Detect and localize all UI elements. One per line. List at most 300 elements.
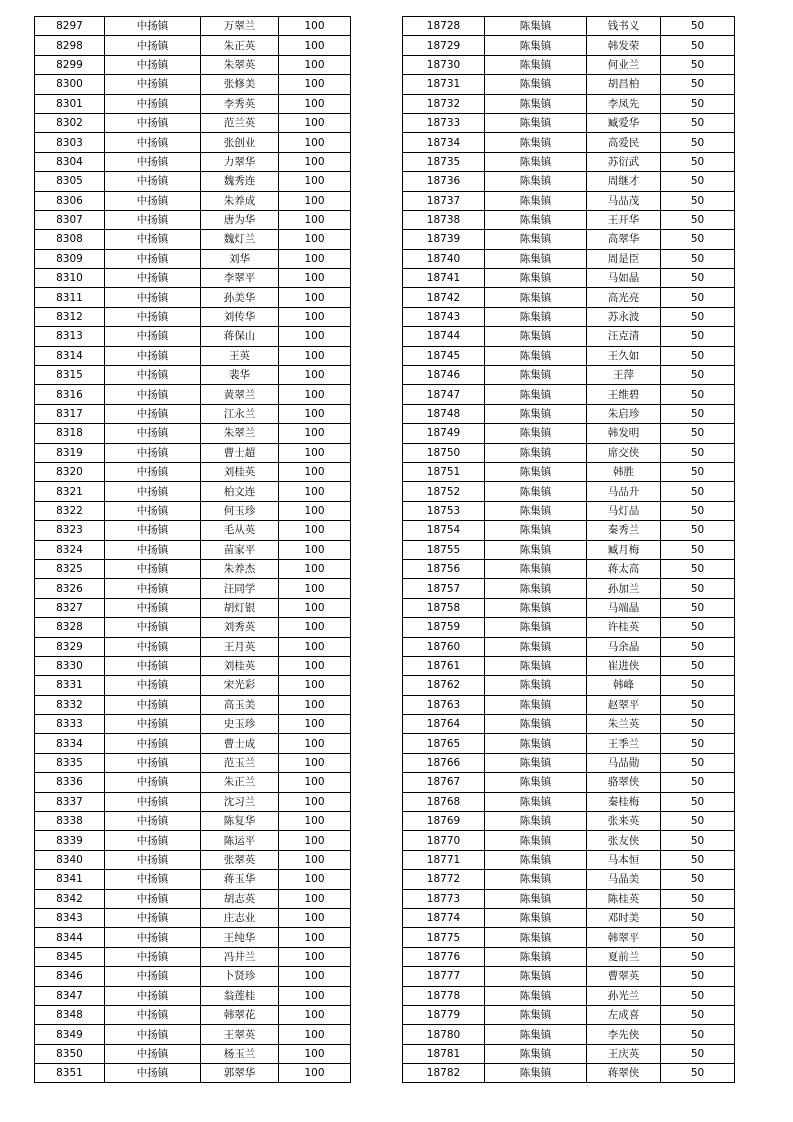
- name-cell: 朱正兰: [201, 773, 279, 792]
- name-cell: 冯井兰: [201, 947, 279, 966]
- table-row: [403, 501, 735, 520]
- amount-cell: 50: [661, 734, 735, 753]
- id-cell: 8335: [35, 753, 105, 772]
- town-cell: 陈集镇: [485, 870, 587, 889]
- table-row: [35, 695, 351, 714]
- table-row: [35, 249, 351, 268]
- name-cell: 钱书义: [587, 17, 661, 36]
- town-cell: 陈集镇: [485, 986, 587, 1005]
- table-row: [403, 695, 735, 714]
- name-cell: 马晶美: [587, 870, 661, 889]
- id-cell: 18749: [403, 424, 485, 443]
- table-row: [35, 424, 351, 443]
- town-cell: 中扬镇: [105, 967, 201, 986]
- name-cell: 蒋玉华: [201, 870, 279, 889]
- table-row: [403, 191, 735, 210]
- town-cell: 陈集镇: [485, 424, 587, 443]
- amount-cell: 100: [279, 695, 351, 714]
- town-cell: 中扬镇: [105, 230, 201, 249]
- table-row: [35, 501, 351, 520]
- name-cell: 蒋太高: [587, 559, 661, 578]
- id-cell: 8342: [35, 889, 105, 908]
- table-row: [35, 191, 351, 210]
- id-cell: 8307: [35, 210, 105, 229]
- name-cell: 杨玉兰: [201, 1044, 279, 1063]
- town-cell: 中扬镇: [105, 443, 201, 462]
- id-cell: 18729: [403, 36, 485, 55]
- table-row: [35, 986, 351, 1005]
- amount-cell: 100: [279, 288, 351, 307]
- id-cell: 18757: [403, 579, 485, 598]
- table-row: [35, 404, 351, 423]
- amount-cell: 50: [661, 482, 735, 501]
- amount-cell: 100: [279, 482, 351, 501]
- table-row: [403, 17, 735, 36]
- amount-cell: 50: [661, 36, 735, 55]
- amount-cell: 100: [279, 152, 351, 171]
- name-cell: 刘桂英: [201, 462, 279, 481]
- name-cell: 许桂英: [587, 618, 661, 637]
- town-cell: 陈集镇: [485, 269, 587, 288]
- table-row: [403, 656, 735, 675]
- amount-cell: 100: [279, 579, 351, 598]
- amount-cell: 100: [279, 559, 351, 578]
- name-cell: 马品升: [587, 482, 661, 501]
- amount-cell: 100: [279, 773, 351, 792]
- town-cell: 中扬镇: [105, 695, 201, 714]
- table-row: [35, 1025, 351, 1044]
- town-cell: 陈集镇: [485, 443, 587, 462]
- id-cell: 8333: [35, 715, 105, 734]
- amount-cell: 100: [279, 501, 351, 520]
- id-cell: 18731: [403, 75, 485, 94]
- table-row: [35, 540, 351, 559]
- amount-cell: 50: [661, 230, 735, 249]
- id-cell: 18740: [403, 249, 485, 268]
- name-cell: 范玉兰: [201, 753, 279, 772]
- table-row: [403, 753, 735, 772]
- name-cell: 李翠平: [201, 269, 279, 288]
- name-cell: 王萍: [587, 366, 661, 385]
- amount-cell: 50: [661, 385, 735, 404]
- table-row: [35, 346, 351, 365]
- name-cell: 朱正英: [201, 36, 279, 55]
- town-cell: 陈集镇: [485, 210, 587, 229]
- town-cell: 陈集镇: [485, 1064, 587, 1083]
- amount-cell: 50: [661, 346, 735, 365]
- id-cell: 8303: [35, 133, 105, 152]
- amount-cell: 100: [279, 55, 351, 74]
- id-cell: 18733: [403, 113, 485, 132]
- name-cell: 刘桂英: [201, 656, 279, 675]
- name-cell: 马端晶: [587, 598, 661, 617]
- table-row: [35, 385, 351, 404]
- table-row: [403, 385, 735, 404]
- town-cell: 陈集镇: [485, 695, 587, 714]
- amount-cell: 100: [279, 327, 351, 346]
- town-cell: 中扬镇: [105, 540, 201, 559]
- town-cell: 陈集镇: [485, 17, 587, 36]
- amount-cell: 50: [661, 928, 735, 947]
- name-cell: 苗家平: [201, 540, 279, 559]
- amount-cell: 50: [661, 656, 735, 675]
- table-row: [403, 889, 735, 908]
- amount-cell: 50: [661, 501, 735, 520]
- id-cell: 18748: [403, 404, 485, 423]
- amount-cell: 50: [661, 889, 735, 908]
- name-cell: 李先侠: [587, 1025, 661, 1044]
- table-row: [403, 288, 735, 307]
- town-cell: 中扬镇: [105, 152, 201, 171]
- id-cell: 18728: [403, 17, 485, 36]
- amount-cell: 50: [661, 908, 735, 927]
- id-cell: 18780: [403, 1025, 485, 1044]
- town-cell: 中扬镇: [105, 947, 201, 966]
- name-cell: 王英: [201, 346, 279, 365]
- table-row: [403, 404, 735, 423]
- id-cell: 18756: [403, 559, 485, 578]
- name-cell: 蒋翠侠: [587, 1064, 661, 1083]
- name-cell: 万翠兰: [201, 17, 279, 36]
- table-row: [35, 967, 351, 986]
- amount-cell: 100: [279, 443, 351, 462]
- name-cell: 马灯品: [587, 501, 661, 520]
- amount-cell: 50: [661, 1044, 735, 1063]
- name-cell: 史玉珍: [201, 715, 279, 734]
- name-cell: 马本恒: [587, 850, 661, 869]
- id-cell: 8302: [35, 113, 105, 132]
- name-cell: 王月英: [201, 637, 279, 656]
- town-cell: 陈集镇: [485, 288, 587, 307]
- id-cell: 8297: [35, 17, 105, 36]
- name-cell: 朱养杰: [201, 559, 279, 578]
- name-cell: 孙加兰: [587, 579, 661, 598]
- table-row: [403, 152, 735, 171]
- town-cell: 中扬镇: [105, 269, 201, 288]
- table-row: [403, 1044, 735, 1063]
- id-cell: 18732: [403, 94, 485, 113]
- id-cell: 18735: [403, 152, 485, 171]
- id-cell: 18768: [403, 792, 485, 811]
- amount-cell: 50: [661, 1064, 735, 1083]
- town-cell: 中扬镇: [105, 715, 201, 734]
- town-cell: 陈集镇: [485, 676, 587, 695]
- table-row: [403, 366, 735, 385]
- amount-cell: 50: [661, 210, 735, 229]
- table-row: [403, 113, 735, 132]
- name-cell: 魏秀连: [201, 172, 279, 191]
- table-row: [35, 928, 351, 947]
- name-cell: 郭翠华: [201, 1064, 279, 1083]
- table-row: [403, 792, 735, 811]
- table-row: [403, 94, 735, 113]
- amount-cell: 100: [279, 1005, 351, 1024]
- town-cell: 陈集镇: [485, 850, 587, 869]
- town-cell: 中扬镇: [105, 656, 201, 675]
- amount-cell: 100: [279, 36, 351, 55]
- amount-cell: 100: [279, 637, 351, 656]
- name-cell: 翁莲桂: [201, 986, 279, 1005]
- id-cell: 8300: [35, 75, 105, 94]
- amount-cell: 50: [661, 812, 735, 831]
- table-row: [35, 715, 351, 734]
- town-cell: 陈集镇: [485, 482, 587, 501]
- id-cell: 8350: [35, 1044, 105, 1063]
- table-row: [35, 366, 351, 385]
- name-cell: 张友侠: [587, 831, 661, 850]
- town-cell: 中扬镇: [105, 598, 201, 617]
- name-cell: 卜贤珍: [201, 967, 279, 986]
- table-row: [35, 269, 351, 288]
- id-cell: 18744: [403, 327, 485, 346]
- amount-cell: 100: [279, 385, 351, 404]
- name-cell: 王翠英: [201, 1025, 279, 1044]
- town-cell: 陈集镇: [485, 366, 587, 385]
- amount-cell: 50: [661, 579, 735, 598]
- amount-cell: 50: [661, 598, 735, 617]
- id-cell: 8320: [35, 462, 105, 481]
- amount-cell: 100: [279, 598, 351, 617]
- amount-cell: 50: [661, 94, 735, 113]
- name-cell: 胡昌柏: [587, 75, 661, 94]
- name-cell: 唐为华: [201, 210, 279, 229]
- id-cell: 18752: [403, 482, 485, 501]
- name-cell: 韩翠平: [587, 928, 661, 947]
- town-cell: 中扬镇: [105, 1005, 201, 1024]
- table-row: [403, 482, 735, 501]
- id-cell: 18765: [403, 734, 485, 753]
- table-row: [35, 889, 351, 908]
- name-cell: 韩峰: [587, 676, 661, 695]
- name-cell: 刘传华: [201, 307, 279, 326]
- id-cell: 18739: [403, 230, 485, 249]
- id-cell: 18770: [403, 831, 485, 850]
- town-cell: 中扬镇: [105, 36, 201, 55]
- amount-cell: 100: [279, 928, 351, 947]
- id-cell: 8301: [35, 94, 105, 113]
- table-row: [403, 986, 735, 1005]
- table-row: [35, 94, 351, 113]
- name-cell: 朱翠兰: [201, 424, 279, 443]
- amount-cell: 50: [661, 443, 735, 462]
- table-row: [403, 346, 735, 365]
- table-row: [403, 55, 735, 74]
- table-row: [35, 36, 351, 55]
- id-cell: 18745: [403, 346, 485, 365]
- id-cell: 8317: [35, 404, 105, 423]
- id-cell: 8316: [35, 385, 105, 404]
- town-cell: 陈集镇: [485, 385, 587, 404]
- amount-cell: 100: [279, 986, 351, 1005]
- name-cell: 苏衍武: [587, 152, 661, 171]
- table-row: [403, 870, 735, 889]
- id-cell: 8348: [35, 1005, 105, 1024]
- name-cell: 周是臣: [587, 249, 661, 268]
- town-cell: 中扬镇: [105, 850, 201, 869]
- id-cell: 18750: [403, 443, 485, 462]
- name-cell: 朱启珍: [587, 404, 661, 423]
- name-cell: 张来英: [587, 812, 661, 831]
- name-cell: 孙美华: [201, 288, 279, 307]
- id-cell: 8334: [35, 734, 105, 753]
- amount-cell: 100: [279, 753, 351, 772]
- amount-cell: 100: [279, 249, 351, 268]
- table-row: [35, 792, 351, 811]
- name-cell: 马余晶: [587, 637, 661, 656]
- id-cell: 8305: [35, 172, 105, 191]
- amount-cell: 100: [279, 908, 351, 927]
- town-cell: 陈集镇: [485, 812, 587, 831]
- amount-cell: 50: [661, 307, 735, 326]
- name-cell: 张翠英: [201, 850, 279, 869]
- id-cell: 8345: [35, 947, 105, 966]
- id-cell: 18764: [403, 715, 485, 734]
- amount-cell: 100: [279, 618, 351, 637]
- town-cell: 中扬镇: [105, 559, 201, 578]
- name-cell: 朱养成: [201, 191, 279, 210]
- town-cell: 陈集镇: [485, 734, 587, 753]
- id-cell: 18775: [403, 928, 485, 947]
- table-row: [35, 230, 351, 249]
- town-cell: 中扬镇: [105, 870, 201, 889]
- id-cell: 8349: [35, 1025, 105, 1044]
- town-cell: 陈集镇: [485, 656, 587, 675]
- town-cell: 陈集镇: [485, 346, 587, 365]
- left-table: [34, 16, 351, 1083]
- town-cell: 陈集镇: [485, 831, 587, 850]
- town-cell: 中扬镇: [105, 831, 201, 850]
- amount-cell: 50: [661, 327, 735, 346]
- town-cell: 中扬镇: [105, 773, 201, 792]
- id-cell: 8346: [35, 967, 105, 986]
- amount-cell: 50: [661, 75, 735, 94]
- amount-cell: 50: [661, 424, 735, 443]
- left-table-body: [35, 17, 351, 1083]
- id-cell: 8311: [35, 288, 105, 307]
- amount-cell: 50: [661, 288, 735, 307]
- town-cell: 陈集镇: [485, 55, 587, 74]
- town-cell: 陈集镇: [485, 462, 587, 481]
- table-row: [35, 734, 351, 753]
- town-cell: 陈集镇: [485, 579, 587, 598]
- id-cell: 8325: [35, 559, 105, 578]
- town-cell: 陈集镇: [485, 908, 587, 927]
- town-cell: 中扬镇: [105, 424, 201, 443]
- name-cell: 邓时美: [587, 908, 661, 927]
- town-cell: 中扬镇: [105, 521, 201, 540]
- town-cell: 陈集镇: [485, 404, 587, 423]
- table-row: [403, 579, 735, 598]
- table-row: [35, 17, 351, 36]
- town-cell: 陈集镇: [485, 1025, 587, 1044]
- id-cell: 18779: [403, 1005, 485, 1024]
- name-cell: 江永兰: [201, 404, 279, 423]
- amount-cell: 50: [661, 831, 735, 850]
- id-cell: 8308: [35, 230, 105, 249]
- town-cell: 中扬镇: [105, 986, 201, 1005]
- amount-cell: 50: [661, 870, 735, 889]
- name-cell: 席交侠: [587, 443, 661, 462]
- name-cell: 陈复华: [201, 812, 279, 831]
- town-cell: 中扬镇: [105, 928, 201, 947]
- name-cell: 韩翠花: [201, 1005, 279, 1024]
- id-cell: 8318: [35, 424, 105, 443]
- amount-cell: 100: [279, 792, 351, 811]
- id-cell: 8336: [35, 773, 105, 792]
- amount-cell: 50: [661, 1025, 735, 1044]
- table-row: [35, 676, 351, 695]
- amount-cell: 100: [279, 734, 351, 753]
- name-cell: 李凤先: [587, 94, 661, 113]
- town-cell: 陈集镇: [485, 773, 587, 792]
- table-row: [35, 812, 351, 831]
- id-cell: 18772: [403, 870, 485, 889]
- town-cell: 陈集镇: [485, 947, 587, 966]
- id-cell: 18759: [403, 618, 485, 637]
- amount-cell: 50: [661, 773, 735, 792]
- table-row: [35, 1044, 351, 1063]
- id-cell: 18773: [403, 889, 485, 908]
- table-row: [403, 1005, 735, 1024]
- name-cell: 朱兰英: [587, 715, 661, 734]
- table-row: [35, 75, 351, 94]
- amount-cell: 50: [661, 133, 735, 152]
- amount-cell: 100: [279, 715, 351, 734]
- id-cell: 8329: [35, 637, 105, 656]
- id-cell: 18782: [403, 1064, 485, 1083]
- name-cell: 赵翠平: [587, 695, 661, 714]
- table-row: [403, 307, 735, 326]
- table-row: [403, 908, 735, 927]
- amount-cell: 50: [661, 540, 735, 559]
- amount-cell: 100: [279, 172, 351, 191]
- amount-cell: 50: [661, 17, 735, 36]
- town-cell: 陈集镇: [485, 230, 587, 249]
- table-row: [403, 1025, 735, 1044]
- amount-cell: 100: [279, 540, 351, 559]
- amount-cell: 100: [279, 230, 351, 249]
- table-row: [35, 753, 351, 772]
- amount-cell: 100: [279, 831, 351, 850]
- name-cell: 周继才: [587, 172, 661, 191]
- amount-cell: 100: [279, 269, 351, 288]
- name-cell: 高爱民: [587, 133, 661, 152]
- id-cell: 8326: [35, 579, 105, 598]
- name-cell: 王久如: [587, 346, 661, 365]
- name-cell: 刘秀英: [201, 618, 279, 637]
- name-cell: 张修美: [201, 75, 279, 94]
- id-cell: 8328: [35, 618, 105, 637]
- table-row: [403, 812, 735, 831]
- table-row: [35, 462, 351, 481]
- town-cell: 中扬镇: [105, 191, 201, 210]
- town-cell: 陈集镇: [485, 94, 587, 113]
- amount-cell: 50: [661, 792, 735, 811]
- amount-cell: 50: [661, 55, 735, 74]
- table-row: [403, 1064, 735, 1083]
- name-cell: 何业兰: [587, 55, 661, 74]
- table-row: [35, 831, 351, 850]
- table-row: [35, 1005, 351, 1024]
- town-cell: 陈集镇: [485, 501, 587, 520]
- table-row: [35, 618, 351, 637]
- amount-cell: 50: [661, 1005, 735, 1024]
- id-cell: 8337: [35, 792, 105, 811]
- table-row: [35, 947, 351, 966]
- town-cell: 中扬镇: [105, 501, 201, 520]
- table-row: [403, 947, 735, 966]
- amount-cell: 50: [661, 249, 735, 268]
